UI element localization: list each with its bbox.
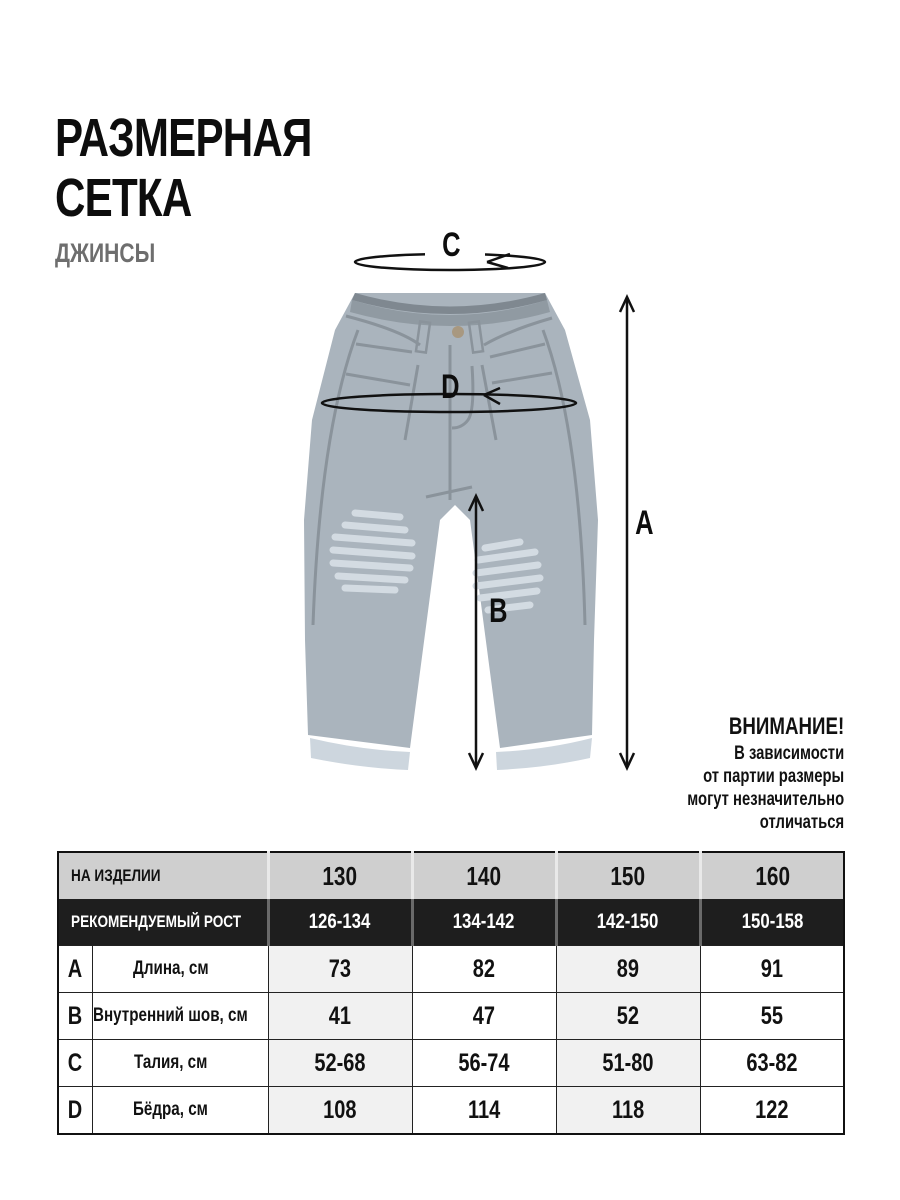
measure-letter-cell [58,946,92,993]
measure-value: 52 [616,1001,640,1030]
measure-letter: D [68,1095,83,1124]
measure-name: Талия, см [134,1052,208,1073]
measure-value: 56-74 [458,1048,510,1077]
size-value: 150 [610,860,646,891]
measure-value: 89 [616,954,640,983]
measure-name-cell [92,946,268,993]
on-garment-label: НА ИЗДЕЛИИ [71,866,161,885]
measure-value: 91 [760,954,783,983]
measure-value: 114 [467,1095,501,1124]
notice-line: отличаться [759,812,844,833]
height-value: 134-142 [453,910,515,933]
size-value: 160 [754,860,790,891]
measure-letter-cell [58,1040,92,1087]
recommended-height-label-cell [58,899,268,946]
height-cell [268,899,412,946]
size-cell [268,852,412,899]
measure-letter: C [68,1048,83,1077]
table-row-length [58,946,844,993]
value-cell [268,993,412,1040]
inseam-label-b: B [489,592,508,630]
measure-value: 82 [472,954,496,983]
size-value: 140 [466,860,502,891]
title-line-2: СЕТКА [55,168,192,228]
value-cell [556,1087,700,1135]
measure-value: 52-68 [314,1048,366,1077]
measure-letter-cell [58,1087,92,1135]
measure-value: 55 [760,1001,783,1030]
title-line-1: РАЗМЕРНАЯ [55,108,312,168]
table-row-inseam [58,993,844,1040]
recommended-height-row [58,899,844,946]
measure-name: Длина, см [132,958,209,979]
value-cell [268,1087,412,1135]
height-value: 126-134 [309,910,371,933]
height-cell [556,899,700,946]
size-cell [700,852,844,899]
measure-name-cell [92,993,268,1040]
recommended-height-label: РЕКОМЕНДУЕМЫЙ РОСТ [71,912,242,931]
value-cell [268,946,412,993]
value-cell [700,1087,844,1135]
height-value: 142-150 [597,910,659,933]
measure-value: 118 [611,1095,645,1124]
product-subtitle: ДЖИНСЫ [55,238,156,268]
size-value: 130 [322,860,358,891]
size-header-row [58,852,844,899]
measure-name: Внутренний шов, см [92,1005,248,1026]
notice-line: В зависимости [733,743,844,764]
measure-letter: A [68,954,83,983]
measure-letter: B [68,1001,83,1030]
size-cell [412,852,556,899]
value-cell [556,1040,700,1087]
value-cell [412,1087,556,1135]
size-cell [556,852,700,899]
measure-name-cell [92,1087,268,1135]
notice-line: от партии размеры [702,766,844,787]
value-cell [700,993,844,1040]
measure-value: 108 [323,1095,357,1124]
measure-name: Бёдра, см [133,1099,209,1120]
waist-label-c: C [442,226,461,264]
value-cell [412,1040,556,1087]
on-garment-label-cell [58,852,268,899]
height-cell [412,899,556,946]
table-row-waist [58,1040,844,1087]
notice-line: могут незначительно [687,789,844,810]
measure-value: 73 [328,954,352,983]
value-cell [556,946,700,993]
measure-letter-cell [58,993,92,1040]
measure-value: 41 [328,1001,352,1030]
value-cell [268,1040,412,1087]
measure-name-cell [92,1040,268,1087]
value-cell [556,993,700,1040]
height-value: 150-158 [741,910,804,933]
value-cell [700,946,844,993]
measure-value: 63-82 [746,1048,798,1077]
notice-heading: ВНИМАНИЕ! [728,713,844,740]
size-table [57,851,845,1135]
measure-value: 51-80 [602,1048,654,1077]
hips-label-d: D [441,368,460,406]
notice-block [687,712,844,834]
height-cell [700,899,844,946]
measure-value: 47 [472,1001,496,1030]
length-label-a: A [635,504,654,542]
measure-value: 122 [755,1095,789,1124]
value-cell [412,946,556,993]
value-cell [700,1040,844,1087]
table-row-hips [58,1087,844,1135]
value-cell [412,993,556,1040]
